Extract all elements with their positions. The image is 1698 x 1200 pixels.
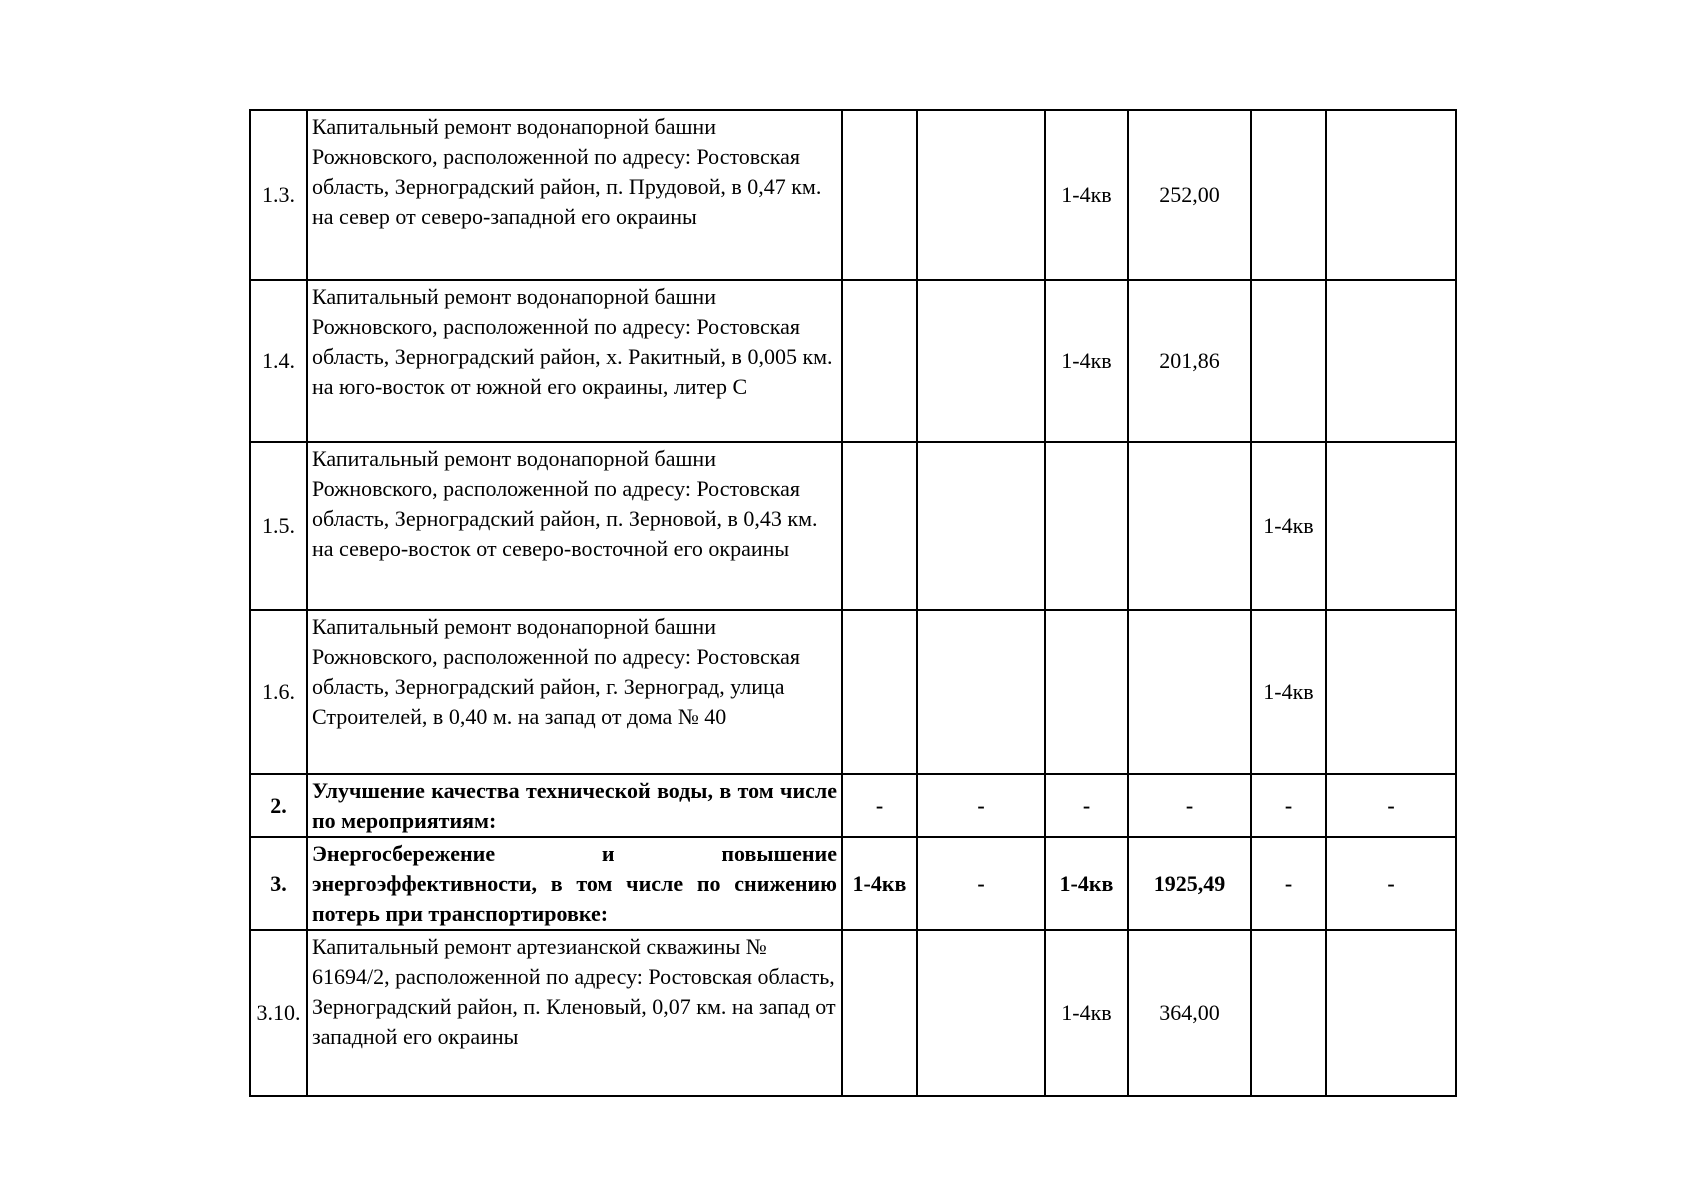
- cell-col-5: [1251, 280, 1326, 442]
- cell-col-6: [1326, 280, 1456, 442]
- cell-col-6: -: [1326, 837, 1456, 930]
- cell-col-1: [842, 610, 917, 774]
- cell-col-6: [1326, 930, 1456, 1096]
- cell-col-1: [842, 110, 917, 280]
- cell-col-6: [1326, 442, 1456, 610]
- cell-col-5: -: [1251, 837, 1326, 930]
- cell-col-3: 1-4кв: [1045, 930, 1128, 1096]
- row-number: 2.: [250, 774, 307, 837]
- cell-col-4: [1128, 610, 1251, 774]
- row-description: Капитальный ремонт артезианской скважины № 61694/2, расположенной по адресу: Ростовская область, Зерноградский район, п. Кленовый, 0,07 км. на запад от западной его окраины: [307, 930, 842, 1096]
- cell-col-3: [1045, 610, 1128, 774]
- cell-col-5: [1251, 930, 1326, 1096]
- cell-col-3: 1-4кв: [1045, 280, 1128, 442]
- row-number: 3.: [250, 837, 307, 930]
- cell-col-4: 252,00: [1128, 110, 1251, 280]
- cell-col-5: 1-4кв: [1251, 442, 1326, 610]
- row-description: Капитальный ремонт водонапорной башни Рожновского, расположенной по адресу: Ростовская область, Зерноградский район, г. Зерноград, улица Строителей, в 0,40 м. на запад от дома № 40: [307, 610, 842, 774]
- row-description: Капитальный ремонт водонапорной башни Рожновского, расположенной по адресу: Ростовская область, Зерноградский район, п. Зерновой, в 0,43 км. на северо-восток от северо-восточной его окраины: [307, 442, 842, 610]
- table-row: [250, 610, 1456, 774]
- cell-col-2: [917, 930, 1045, 1096]
- cell-col-3: 1-4кв: [1045, 110, 1128, 280]
- cell-col-1: [842, 280, 917, 442]
- row-number: 3.10.: [250, 930, 307, 1096]
- cell-col-5: -: [1251, 774, 1326, 837]
- cell-col-1: [842, 930, 917, 1096]
- row-number: 1.6.: [250, 610, 307, 774]
- cell-col-4: 201,86: [1128, 280, 1251, 442]
- cell-col-4: 1925,49: [1128, 837, 1251, 930]
- table-row-section: [250, 837, 1456, 930]
- row-description: Капитальный ремонт водонапорной башни Рожновского, расположенной по адресу: Ростовская область, Зерноградский район, п. Прудовой, в 0,47 км. на север от северо-западной его окраины: [307, 110, 842, 280]
- row-description: Капитальный ремонт водонапорной башни Рожновского, расположенной по адресу: Ростовская область, Зерноградский район, х. Ракитный, в 0,005 км. на юго-восток от южной его окраины, литер С: [307, 280, 842, 442]
- cell-col-3: [1045, 442, 1128, 610]
- cell-col-3: 1-4кв: [1045, 837, 1128, 930]
- table-row-section: [250, 774, 1456, 837]
- cell-col-2: -: [917, 774, 1045, 837]
- row-number: 1.5.: [250, 442, 307, 610]
- cell-col-5: 1-4кв: [1251, 610, 1326, 774]
- cell-col-4: 364,00: [1128, 930, 1251, 1096]
- cell-col-1: -: [842, 774, 917, 837]
- table-row: [250, 110, 1456, 280]
- cell-col-2: [917, 442, 1045, 610]
- cell-col-2: -: [917, 837, 1045, 930]
- cell-col-1: 1-4кв: [842, 837, 917, 930]
- cell-col-2: [917, 610, 1045, 774]
- row-number: 1.4.: [250, 280, 307, 442]
- table-row: [250, 442, 1456, 610]
- cell-col-2: [917, 280, 1045, 442]
- row-description: Энергосбережение и повышение энергоэффективности, в том числе по снижению потерь при транспортировке:: [307, 837, 842, 930]
- table-row: [250, 280, 1456, 442]
- table-row: [250, 930, 1456, 1096]
- cell-col-5: [1251, 110, 1326, 280]
- works-schedule-table: [249, 109, 1457, 1097]
- cell-col-4: [1128, 442, 1251, 610]
- cell-col-6: [1326, 110, 1456, 280]
- cell-col-6: -: [1326, 774, 1456, 837]
- cell-col-4: -: [1128, 774, 1251, 837]
- cell-col-1: [842, 442, 917, 610]
- row-description: Улучшение качества технической воды, в том числе по мероприятиям:: [307, 774, 842, 837]
- cell-col-2: [917, 110, 1045, 280]
- row-number: 1.3.: [250, 110, 307, 280]
- cell-col-6: [1326, 610, 1456, 774]
- cell-col-3: -: [1045, 774, 1128, 837]
